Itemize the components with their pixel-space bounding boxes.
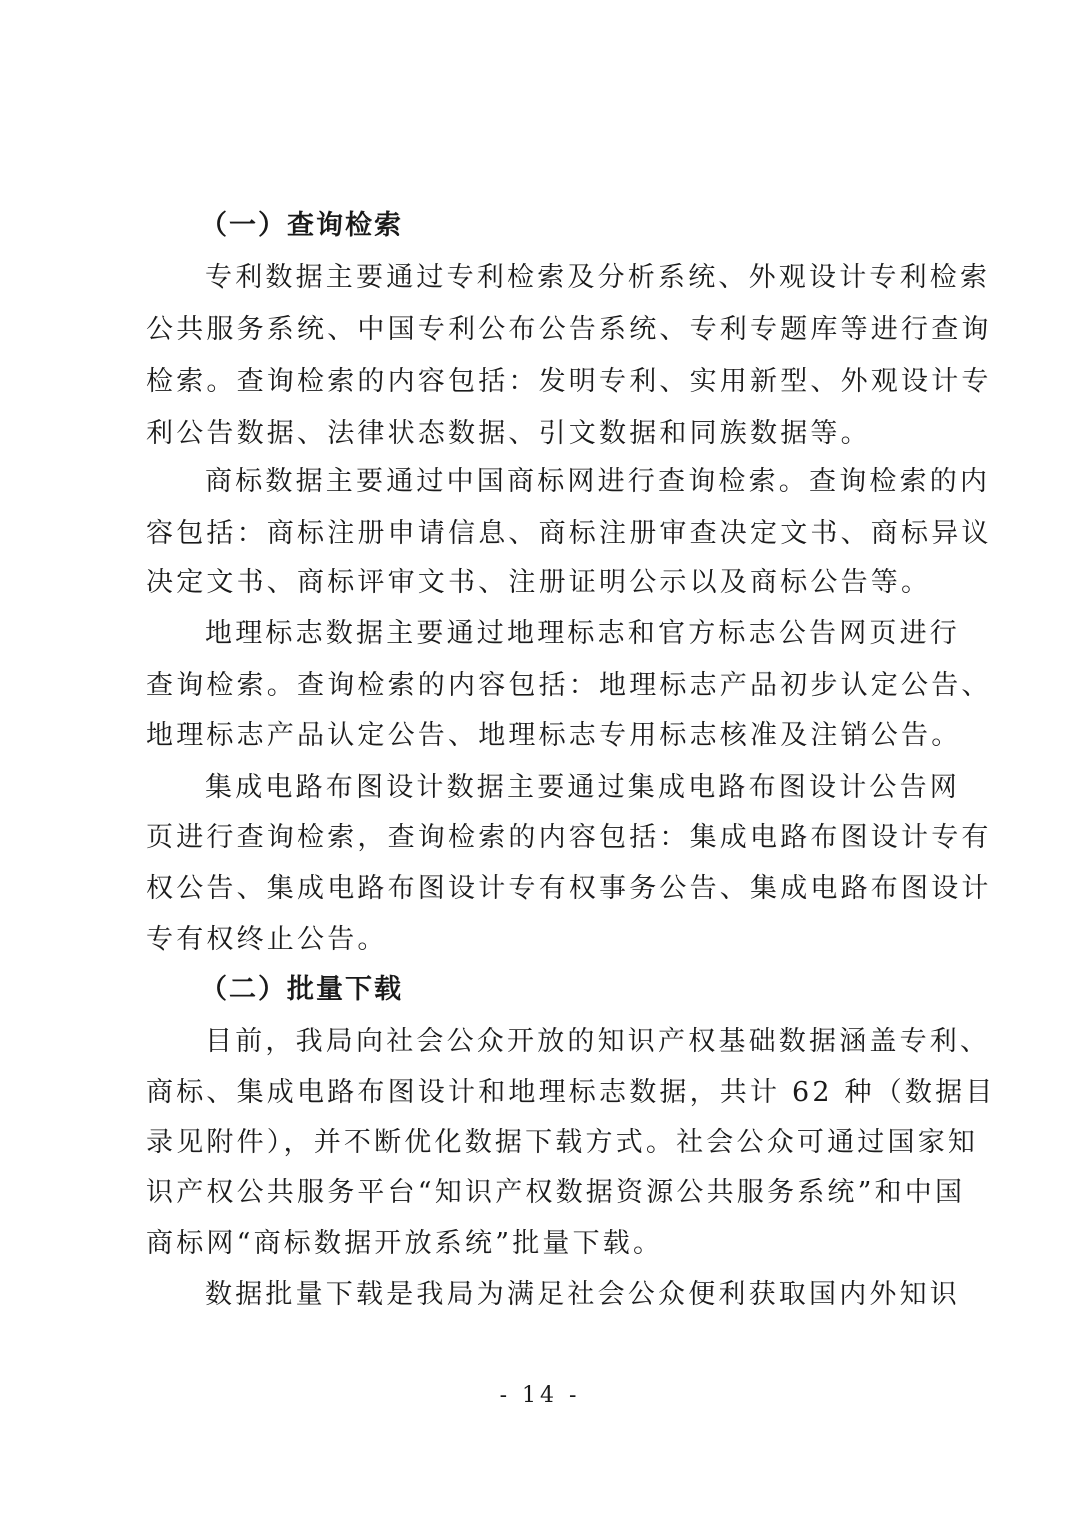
paragraph-line: 页进行查询检索，查询检索的内容包括：集成电路布图设计专有 (146, 822, 992, 853)
paragraph-line: 录见附件），并不断优化数据下载方式。社会公众可通过国家知 (146, 1127, 979, 1158)
section-heading-query-search: （一）查询检索 (200, 210, 403, 241)
paragraph-line: 权公告、集成电路布图设计专有权事务公告、集成电路布图设计 (146, 873, 992, 904)
paragraph-line: 利公告数据、法律状态数据、引文数据和同族数据等。 (146, 418, 871, 449)
paragraph-line: 检索。查询检索的内容包括：发明专利、实用新型、外观设计专 (146, 366, 992, 397)
paragraph-line: 数据批量下载是我局为满足社会公众便利获取国内外知识 (205, 1279, 960, 1310)
paragraph-line: 专利数据主要通过专利检索及分析系统、外观设计专利检索 (205, 262, 991, 293)
paragraph-line: 识产权公共服务平台“知识产权数据资源公共服务系统”和中国 (146, 1177, 966, 1208)
paragraph-line: 决定文书、商标评审文书、注册证明公示以及商标公告等。 (146, 567, 932, 598)
paragraph-line: 查询检索。查询检索的内容包括：地理标志产品初步认定公告、 (146, 670, 992, 701)
paragraph-line: 商标数据主要通过中国商标网进行查询检索。查询检索的内 (205, 466, 991, 497)
paragraph-line: 公共服务系统、中国专利公布公告系统、专利专题库等进行查询 (146, 314, 992, 345)
paragraph-line: 集成电路布图设计数据主要通过集成电路布图设计公告网 (205, 772, 960, 803)
paragraph-line: 商标网“商标数据开放系统”批量下载。 (146, 1228, 664, 1259)
section-heading-batch-download: （二）批量下载 (200, 974, 403, 1005)
paragraph-line: 专有权终止公告。 (146, 924, 388, 955)
paragraph-line: 商标、集成电路布图设计和地理标志数据，共计 62 种（数据目 (146, 1077, 996, 1108)
page-number: - 14 - (499, 1383, 581, 1408)
paragraph-line: 目前，我局向社会公众开放的知识产权基础数据涵盖专利、 (205, 1026, 991, 1057)
paragraph-line: 地理标志产品认定公告、地理标志专用标志核准及注销公告。 (146, 720, 962, 751)
paragraph-line: 容包括：商标注册申请信息、商标注册审查决定文书、商标异议 (146, 518, 992, 549)
paragraph-line: 地理标志数据主要通过地理标志和官方标志公告网页进行 (205, 618, 960, 649)
